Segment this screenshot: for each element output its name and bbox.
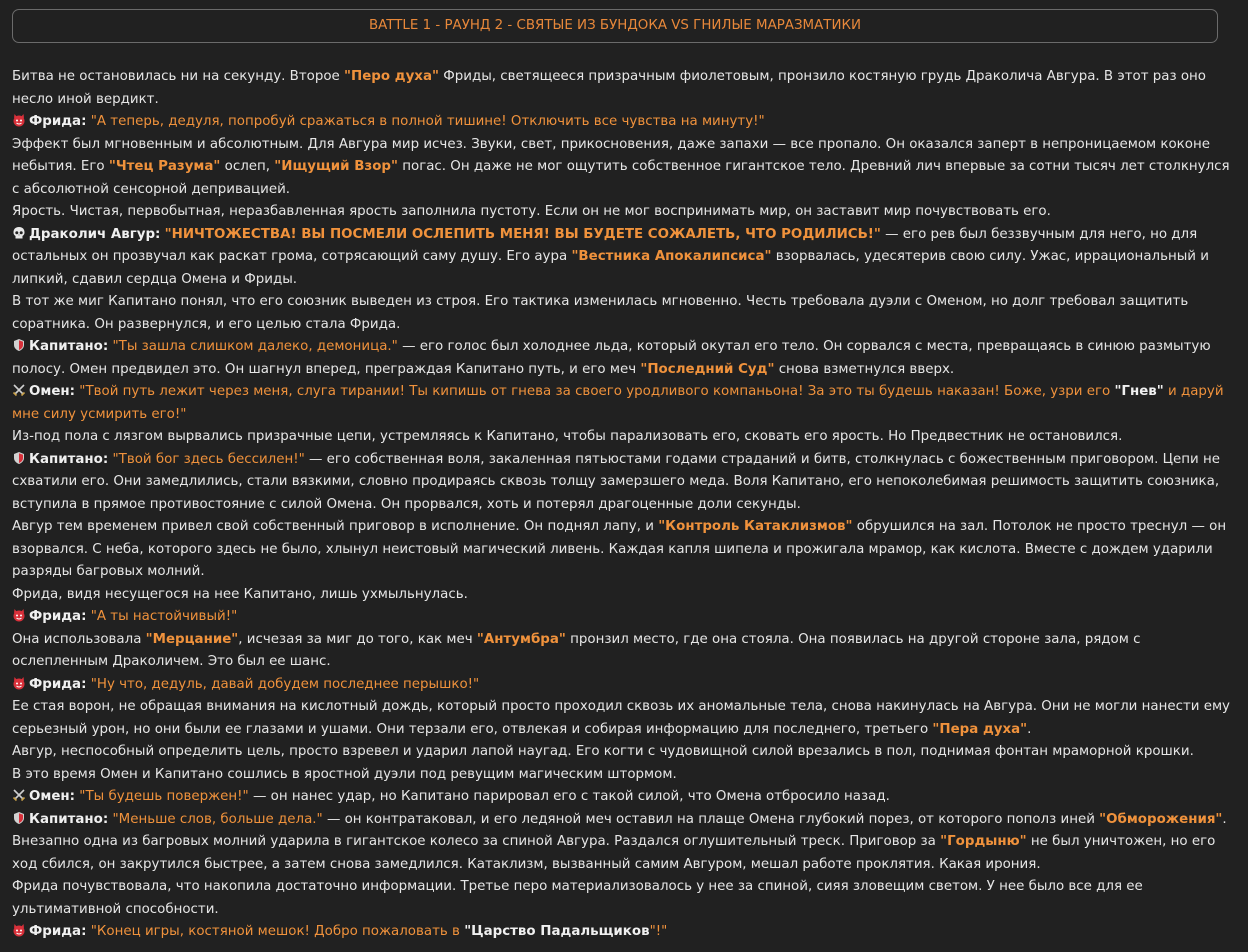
narration-paragraph: Внезапно одна из багровых молний ударила в гигантское колесо за спиной Авгура. Раздался оглушительный треск. Приговор за "Гордыню" не был уничтожен, но его ход сбился, он закрутился быстрее, а затем снова замедлился. Катаклизм, вызванный самим Авгуром, мешал работе проклятия. Какая ирония. (12, 834, 1216, 872)
dialogue-line-frida: Фрида: "Конец игры, костяной мешок! Добро пожаловать в "Царство Падальщиков"!" (12, 921, 1234, 944)
dialogue-line-capitano: Капитано: "Твой бог здесь бессилен!" — его собственная воля, закаленная пятьюстами годами страданий и битв, столкнулась с божественным приговором. Цепи не схватили его. Они замедлились, стали вязкими, словно продираясь сквозь толщу замерзшего меда. Воля Капитано, его непоколебимая решимость защитить союзника, вступила в прямое противостояние с силой Омена. Он прорвался, хоть и потерял драгоценные доли секунды. (12, 451, 1220, 512)
devil-face-icon (12, 923, 26, 937)
dialogue-line-frida: Фрида: "А ты настойчивый!" (12, 606, 1234, 629)
skull-icon (12, 226, 26, 240)
devil-face-icon (12, 113, 26, 127)
devil-face-icon (12, 608, 26, 622)
narration-paragraph: Авгур тем временем привел свой собственный приговор в исполнение. Он поднял лапу, и "Контроль Катаклизмов" обрушился на зал. Потолок не просто треснул — он взорвался. С неба, которого здесь не было, хлынул неистовый магический ливень. Каждая капля шипела и прожигала мрамор, как кислота. Вместе с дождем ударили разряды багровых молний. (12, 519, 1227, 579)
dialogue-line-frida: Фрида: "А теперь, дедуля, попробуй сражаться в полной тишине! Отключить все чувства на минуту!" (12, 111, 1234, 134)
narration-paragraph: Авгур, неспособный определить цель, просто взревел и ударил лапой наугад. Его когти с чудовищной силой врезались в пол, поднимая фонтан мраморной крошки. (12, 744, 1194, 759)
narration-paragraph: Эффект был мгновенным и абсолютным. Для Авгура мир исчез. Звуки, свет, прикосновения, даже запахи — все пропало. Он оказался заперт в непроницаемом коконе небытия. Его "Чтец Разума" ослеп, "Ищущий Взор" погас. Он даже не мог ощутить собственное гигантское тело. Древний лич впервые за сотни тысяч лет столкнулся с абсолютной сенсорной депривацией. (12, 136, 1230, 197)
devil-face-icon (12, 676, 26, 690)
dialogue-line-capitano: Капитано: "Меньше слов, больше дела." — он контратаковал, и его ледяной меч оставил на плаще Омена глубокий порез, от которого пополз иней "Обморожения". (12, 809, 1234, 832)
narration-paragraph: Она использовала "Мерцание", исчезая за миг до того, как меч "Антумбра" пронзил место, где она стояла. Она появилась на другой стороне зала, рядом с ослепленным Драколичем. Это был ее шанс. (12, 631, 1141, 669)
narration-paragraph: Ее стая ворон, не обращая внимания на кислотный дождь, который просто проходил сквозь их аномальные тела, снова накинулась на Авгура. Они не могли нанести ему серьезный урон, но они были ее глазами и ушами. Они терзали его, отвлекая и собирая информацию для последнего, третьего "Пера духа". (12, 699, 1230, 737)
dialogue-line-dracolich: Драколич Авгур: "НИЧТОЖЕСТВА! ВЫ ПОСМЕЛИ ОСЛЕПИТЬ МЕНЯ! ВЫ БУДЕТЕ СОЖАЛЕТЬ, ЧТО РОДИЛИСЬ!" — его рев был беззвучным для него, но для остальных он прозвучал как раскат грома, сотрясающий саму душу. Его аура "Вестника Апокалипсиса" взорвалась, удесятерив свою силу. Ужас, иррациональный и липкий, сдавил сердца Омена и Фриды. (12, 226, 1209, 287)
narration-paragraph: В это время Омен и Капитано сошлись в яростной дуэли под ревущим магическим штормом. (12, 766, 677, 782)
dialogue-line-omen: Омен: "Ты будешь повержен!" — он нанес удар, но Капитано парировал его с такой силой, что Омена отбросило назад. (12, 786, 1234, 809)
narration-paragraph: Из-под пола с лязгом вырвались призрачные цепи, устремляясь к Капитано, чтобы парализовать его, сковать его ярость. Но Предвестник не остановился. (12, 429, 1123, 444)
shield-icon (12, 338, 26, 352)
narration-paragraph: Ярость. Чистая, первобытная, неразбавленная ярость заполнила пустоту. Если он не мог воспринимать мир, он заставит мир почувствовать его. (12, 204, 1051, 219)
shield-icon (12, 811, 26, 825)
battle-title-banner (12, 9, 1218, 43)
dialogue-line-capitano: Капитано: "Ты зашла слишком далеко, демоница." — его голос был холоднее льда, который окутал его тело. Он сорвался с места, превращаясь в синюю размытую полосу. Омен предвидел это. Он шагнул вперед, преграждая Капитано путь, и его меч "Последний Суд" снова взметнулся вверх. (12, 339, 1211, 377)
crossed-swords-icon (12, 788, 26, 802)
battle-title: BATTLE 1 - РАУНД 2 - СВЯТЫЕ ИЗ БУНДОКА VS ГНИЛЫЕ МАРАЗМАТИКИ (368, 17, 861, 33)
narration-paragraph: Битва не остановилась ни на секунду. Второе "Перо духа" Фриды, светящееся призрачным фиолетовым, пронзило костяную грудь Драколича Авгура. В этот раз оно несло иной вердикт. (12, 69, 1206, 107)
shield-icon (12, 451, 26, 465)
narration-paragraph: В тот же миг Капитано понял, что его союзник выведен из строя. Его тактика изменилась мгновенно. Честь требовала дуэли с Оменом, но долг требовал защитить соратника. Он развернулся, и его целью стала Фрида. (12, 294, 1189, 332)
dialogue-line-frida: Фрида: "Ну что, дедуль, давай добудем последнее перышко!" (12, 674, 1234, 697)
story-text (12, 66, 1234, 944)
narration-paragraph: Фрида, видя несущегося на нее Капитано, лишь ухмыльнулась. (12, 586, 468, 602)
dialogue-line-omen: Омен: "Твой путь лежит через меня, слуга тирании! Ты кипишь от гнева за своего уродливого компаньона! За это ты будешь наказан! Боже, узри его "Гнев" и даруй мне силу усмирить его!" (12, 384, 1224, 422)
crossed-swords-icon (12, 383, 26, 397)
narration-paragraph: Фрида почувствовала, что накопила достаточно информации. Третье перо материализовалось у нее за спиной, сияя зловещим светом. У нее было все для ее ультимативной способности. (12, 879, 1143, 917)
